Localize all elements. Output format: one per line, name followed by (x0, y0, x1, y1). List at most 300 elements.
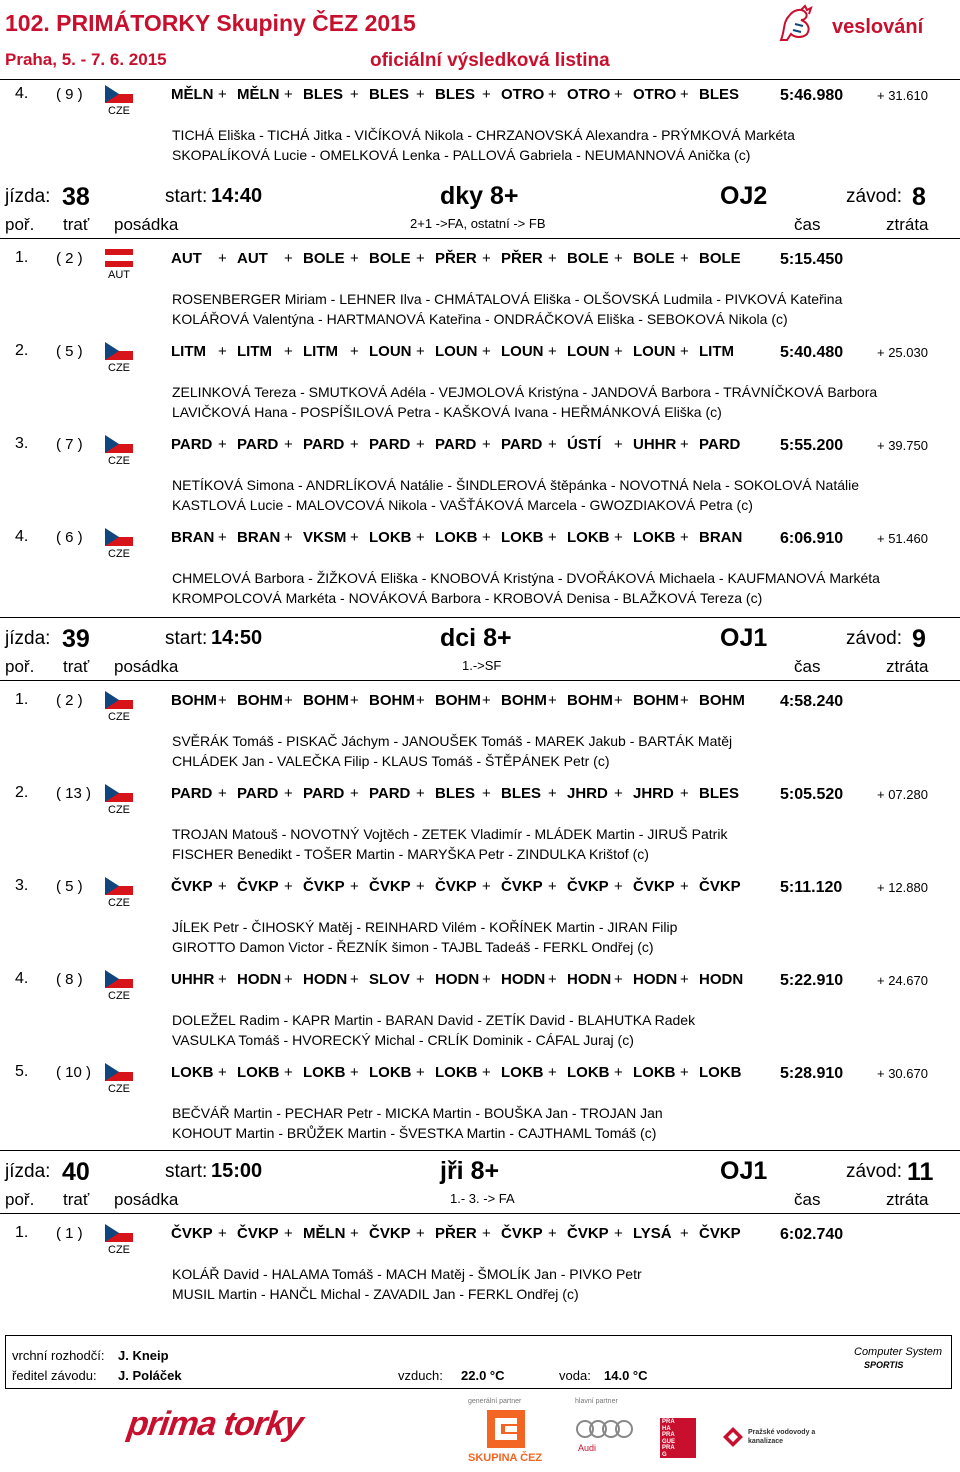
crew-club: LITM (237, 343, 272, 360)
start-label: start: (165, 1161, 208, 1182)
crew-names-line-1: SVĚRÁK Tomáš - PISKAČ Jáchym - JANOUŠEK Tomáš - MAREK Jakub - BARTÁK Matěj (172, 733, 733, 749)
praha-logo-text: PRA (662, 1445, 675, 1451)
club-separator: + (482, 436, 491, 453)
race-separator (0, 1150, 960, 1151)
crew-club: ČVKP (171, 878, 213, 895)
club-separator: + (416, 971, 425, 988)
club-separator: + (548, 785, 557, 802)
crew-club: PARD (369, 436, 411, 453)
entry-nation: CZE (108, 548, 130, 560)
entry-time: 6:02.740 (780, 1226, 844, 1243)
officials-box (5, 1335, 952, 1389)
club-separator: + (548, 692, 557, 709)
crew-club: PARD (501, 436, 543, 453)
start-time: 15:00 (211, 1160, 263, 1182)
race-number: 11 (907, 1158, 934, 1186)
crew-names-line-1: ZELINKOVÁ Tereza - SMUTKOVÁ Adéla - VEJMOLOVÁ Kristýna - JANDOVÁ Barbora - TRÁVNÍČKOVÁ Barbora (172, 384, 878, 400)
crew-names-line-1: ROSENBERGER Miriam - LEHNER Ilva - CHMÁTALOVÁ Eliška - OLŠOVSKÁ Ludmila - PIVKOVÁ Kateřina (172, 291, 843, 307)
club-separator: + (680, 1064, 689, 1081)
crew-club: ČVKP (237, 878, 279, 895)
race-label: závod: (846, 628, 902, 649)
entry-time: 5:28.910 (780, 1065, 844, 1082)
entry-time: 4:58.240 (780, 693, 844, 710)
water-temp-label: voda: (559, 1368, 591, 1383)
crew-names-line-2: CHLÁDEK Jan - VALEČKA Filip - KLAUS Tomáš - ŠTĚPÁNEK Petr (c) (172, 753, 610, 769)
club-separator: + (614, 1225, 623, 1242)
col-gap: ztráta (886, 1190, 929, 1209)
praha-logo (660, 1418, 696, 1458)
entry-lane: ( 8 ) (56, 971, 83, 988)
crew-club: BLES (303, 86, 344, 103)
heat-number: 38 (62, 183, 90, 211)
crew-club: VKSM (303, 529, 347, 546)
header-underline (0, 680, 960, 681)
crew-club: ČVKP (699, 1225, 741, 1242)
club-separator: + (416, 692, 425, 709)
club-separator: + (614, 785, 623, 802)
crew-names-line-2: GIROTTO Damon Victor - ŘEZNÍK šimon - TAJBL Tadeáš - FERKL Ondřej (c) (172, 939, 654, 955)
crew-club: LOUN (633, 343, 676, 360)
audi-rings-icon (575, 1419, 635, 1439)
col-crew: posádka (114, 657, 179, 676)
crew-club: MĚLN (237, 86, 280, 103)
col-lane: trať (63, 215, 90, 234)
age-category: OJ1 (720, 1157, 768, 1185)
club-separator: + (482, 878, 491, 895)
crew-club: LOKB (567, 1064, 610, 1081)
crew-club: HODN (501, 971, 546, 988)
crew-names-line-1: CHMELOVÁ Barbora - ŽIŽKOVÁ Eliška - KNOBOVÁ Kristýna - DVOŘÁKOVÁ Michaela - KAUFMANOVÁ Markéta (172, 570, 880, 586)
czech-flag-icon (105, 1063, 133, 1081)
entry-gap: + 39.750 (877, 438, 928, 453)
club-separator: + (482, 86, 491, 103)
club-separator: + (218, 343, 227, 360)
crew-names-line-2: KASTLOVÁ Lucie - MALOVCOVÁ Nikola - VAŠŤÁKOVÁ Marcela - GWOZDIAKOVÁ Petra (c) (172, 497, 753, 513)
club-separator: + (680, 343, 689, 360)
club-separator: + (614, 436, 623, 453)
crew-names-line-2: FISCHER Benedikt - TOŠER Martin - MARYŠKA Petr - ZINDULKA Krištof (c) (172, 846, 649, 862)
crew-names-line-1: DOLEŽEL Radim - KAPR Martin - BARAN David - ZETÍK David - BLAHUTKA Radek (172, 1012, 696, 1028)
club-separator: + (482, 971, 491, 988)
praha-logo-text: PRA (662, 1419, 675, 1425)
club-separator: + (482, 1225, 491, 1242)
entry-gap: + 12.880 (877, 880, 928, 895)
club-separator: + (284, 1225, 293, 1242)
entry-time: 6:06.910 (780, 530, 844, 547)
praha-logo-text: HA (662, 1425, 671, 1432)
crew-club: LYSÁ (633, 1225, 672, 1242)
crew-names-line-2: VASULKA Tomáš - HVORECKÝ Michal - CRLÍK Dominik - CÁFAL Juraj (c) (172, 1032, 634, 1048)
crew-club: BLES (699, 86, 740, 103)
club-separator: + (680, 1225, 689, 1242)
club-separator: + (218, 436, 227, 453)
heat-label: jízda: (5, 628, 51, 649)
entry-nation: CZE (108, 1244, 130, 1256)
club-separator: + (680, 86, 689, 103)
crew-club: BOLE (303, 250, 345, 267)
water-temp-value: 14.0 °C (604, 1368, 648, 1383)
start-time: 14:40 (211, 185, 263, 207)
crew-club: LOKB (633, 529, 676, 546)
crew-club: HODN (237, 971, 282, 988)
club-separator: + (284, 436, 293, 453)
crew-club: ČVKP (501, 1225, 543, 1242)
club-separator: + (680, 436, 689, 453)
audi-wordmark: Audi (578, 1443, 597, 1453)
crew-club: MĚLN (171, 86, 214, 103)
club-separator: + (614, 878, 623, 895)
club-separator: + (218, 878, 227, 895)
club-separator: + (350, 785, 359, 802)
col-lane: trať (63, 1190, 90, 1209)
czech-flag-icon (105, 342, 133, 360)
crew-names-line-1: NETÍKOVÁ Simona - ANDRLÍKOVÁ Natálie - ŠINDLEROVÁ štěpánka - NOVOTNÁ Nela - SOKOLOVÁ Natálie (172, 477, 860, 493)
event-place-date: Praha, 5. - 7. 6. 2015 (5, 50, 167, 69)
chief-judge-label: vrchní rozhodčí: (12, 1348, 105, 1363)
club-separator: + (218, 1225, 227, 1242)
entry-gap: + 31.610 (877, 88, 928, 103)
col-time: čas (794, 1190, 821, 1209)
entry-time: 5:40.480 (780, 344, 844, 361)
event-title: 102. PRIMÁTORKY Skupiny ČEZ 2015 (5, 10, 416, 36)
club-separator: + (416, 86, 425, 103)
crew-club: BOHM (369, 692, 415, 709)
col-time: čas (794, 657, 821, 676)
club-separator: + (548, 971, 557, 988)
crew-names-line-2: KOHOUT Martin - BRŮŽEK Martin - ŠVESTKA Martin - CAJTHAML Tomáš (c) (172, 1125, 657, 1141)
club-separator: + (284, 1064, 293, 1081)
crew-club: PARD (237, 436, 279, 453)
race-label: závod: (846, 1161, 902, 1182)
praha-logo-text: PRA (662, 1432, 675, 1438)
club-separator: + (350, 86, 359, 103)
col-rank: poř. (5, 657, 35, 676)
crew-club: LITM (303, 343, 338, 360)
crew-club: PŘER (435, 250, 477, 267)
crew-club: BRAN (171, 529, 215, 546)
club-separator: + (416, 785, 425, 802)
club-separator: + (284, 692, 293, 709)
crew-club: PARD (303, 785, 345, 802)
club-separator: + (548, 529, 557, 546)
main-partner-label: hlavní partner (575, 1398, 618, 1405)
entry-gap: + 25.030 (877, 345, 928, 360)
crew-club: BOLE (567, 250, 609, 267)
entry-time: 5:15.450 (780, 251, 844, 268)
club-separator: + (218, 529, 227, 546)
race-label: závod: (846, 186, 902, 207)
entry-lane: ( 7 ) (56, 436, 83, 453)
lion-emblem-icon (775, 4, 817, 44)
entry-rank: 1. (15, 249, 29, 266)
primatorky-logo: prima torky (125, 1405, 305, 1443)
entry-nation: CZE (108, 105, 130, 117)
entry-lane: ( 5 ) (56, 878, 83, 895)
crew-club: LOKB (501, 1064, 544, 1081)
progression-rule: 1.- 3. -> FA (450, 1191, 515, 1206)
header-underline (0, 238, 960, 239)
crew-club: LOKB (567, 529, 610, 546)
club-separator: + (416, 529, 425, 546)
crew-club: PARD (435, 436, 477, 453)
crew-club: LOKB (633, 1064, 676, 1081)
crew-club: ČVKP (633, 878, 675, 895)
entry-rank: 2. (15, 342, 29, 359)
crew-club: BOHM (567, 692, 613, 709)
crew-club: PARD (369, 785, 411, 802)
crew-names-line-1: BEČVÁŘ Martin - PECHAR Petr - MICKA Martin - BOUŠKA Jan - TROJAN Jan (172, 1105, 663, 1121)
crew-club: SLOV (369, 971, 410, 988)
progression-rule: 2+1 ->FA, ostatní -> FB (410, 216, 546, 231)
crew-club: HODN (699, 971, 744, 988)
club-separator: + (416, 436, 425, 453)
col-time: čas (794, 215, 821, 234)
entry-rank: 2. (15, 784, 29, 801)
crew-club: BRAN (237, 529, 281, 546)
entry-time: 5:46.980 (780, 87, 844, 104)
crew-club: BOHM (303, 692, 349, 709)
crew-club: ČVKP (567, 1225, 609, 1242)
entry-lane: ( 9 ) (56, 86, 83, 103)
general-partner-label: generální partner (468, 1398, 522, 1405)
crew-club: ČVKP (237, 1225, 279, 1242)
club-separator: + (350, 250, 359, 267)
club-separator: + (284, 529, 293, 546)
club-separator: + (416, 343, 425, 360)
entry-lane: ( 2 ) (56, 250, 83, 267)
club-separator: + (680, 785, 689, 802)
entry-rank: 5. (15, 1063, 29, 1080)
air-temp-label: vzduch: (398, 1368, 443, 1383)
club-separator: + (548, 343, 557, 360)
boat-class: jři 8+ (440, 1157, 500, 1185)
club-separator: + (614, 250, 623, 267)
club-separator: + (284, 86, 293, 103)
crew-club: LOKB (435, 1064, 478, 1081)
start-label: start: (165, 628, 208, 649)
entry-gap: + 30.670 (877, 1066, 928, 1081)
crew-club: AUT (237, 250, 268, 267)
club-separator: + (614, 971, 623, 988)
crew-club: LOUN (435, 343, 478, 360)
crew-club: LOKB (171, 1064, 214, 1081)
entry-nation: AUT (108, 269, 130, 281)
club-separator: + (614, 1064, 623, 1081)
crew-club: BOHM (501, 692, 547, 709)
czech-flag-icon (105, 435, 133, 453)
crew-club: OTRO (567, 86, 611, 103)
air-temp-value: 22.0 °C (461, 1368, 505, 1383)
crew-club: HODN (303, 971, 348, 988)
entry-lane: ( 6 ) (56, 529, 83, 546)
pvk-wordmark: Pražské vodovody a kanalizace (748, 1429, 816, 1445)
sportis-logo: SPORTIS (864, 1360, 904, 1370)
czech-flag-icon (105, 528, 133, 546)
crew-club: ČVKP (501, 878, 543, 895)
club-separator: + (284, 971, 293, 988)
crew-club: BOHM (633, 692, 679, 709)
entry-gap: + 51.460 (877, 531, 928, 546)
club-separator: + (614, 692, 623, 709)
club-separator: + (548, 436, 557, 453)
entry-rank: 4. (15, 528, 29, 545)
crew-club: PARD (699, 436, 741, 453)
czech-flag-icon (105, 784, 133, 802)
crew-club: LOUN (369, 343, 412, 360)
crew-club: LOKB (237, 1064, 280, 1081)
czech-flag-icon (105, 970, 133, 988)
club-separator: + (218, 692, 227, 709)
heat-label: jízda: (5, 186, 51, 207)
crew-club: UHHR (633, 436, 677, 453)
crew-club: LITM (171, 343, 206, 360)
club-separator: + (350, 692, 359, 709)
club-separator: + (482, 529, 491, 546)
club-separator: + (614, 529, 623, 546)
club-separator: + (482, 250, 491, 267)
crew-club: BLES (369, 86, 410, 103)
crew-club: BLES (435, 785, 476, 802)
age-category: OJ2 (720, 182, 768, 210)
crew-club: ČVKP (567, 878, 609, 895)
race-number: 9 (912, 625, 926, 653)
crew-club: LOKB (435, 529, 478, 546)
entry-lane: ( 5 ) (56, 343, 83, 360)
crew-club: HODN (567, 971, 612, 988)
crew-club: JHRD (633, 785, 674, 802)
crew-club: ČVKP (699, 878, 741, 895)
entry-lane: ( 1 ) (56, 1225, 83, 1242)
boat-class: dci 8+ (440, 624, 512, 652)
entry-rank: 1. (15, 691, 29, 708)
header-underline (0, 1213, 960, 1214)
crew-club: ČVKP (369, 878, 411, 895)
crew-club: LOKB (369, 1064, 412, 1081)
crew-club: LOKB (303, 1064, 346, 1081)
crew-club: HODN (435, 971, 480, 988)
crew-names-line-2: MUSIL Martin - HANČL Michal - ZAVADIL Jan - FERKL Ondřej (c) (172, 1286, 579, 1302)
entry-rank: 3. (15, 435, 29, 452)
heat-label: jízda: (5, 1161, 51, 1182)
club-separator: + (350, 1225, 359, 1242)
computer-system-label: Computer System (854, 1346, 943, 1358)
club-separator: + (416, 250, 425, 267)
club-separator: + (218, 785, 227, 802)
club-separator: + (548, 86, 557, 103)
crew-club: PARD (303, 436, 345, 453)
crew-names-line-1: KOLÁŘ David - HALAMA Tomáš - MACH Matěj - ŠMOLÍK Jan - PIVKO Petr (172, 1266, 642, 1282)
club-separator: + (284, 878, 293, 895)
sport-name: veslování (832, 16, 924, 38)
club-separator: + (680, 529, 689, 546)
club-separator: + (350, 529, 359, 546)
crew-names-line-2: KROMPOLCOVÁ Markéta - NOVÁKOVÁ Barbora - KROBOVÁ Denisa - BLAŽKOVÁ Tereza (c) (172, 590, 763, 606)
race-number: 8 (912, 183, 926, 211)
entry-lane: ( 10 ) (56, 1064, 92, 1081)
entry-time: 5:22.910 (780, 972, 844, 989)
entry-rank: 4. (15, 970, 29, 987)
crew-club: BOLE (369, 250, 411, 267)
club-separator: + (482, 343, 491, 360)
entry-nation: CZE (108, 804, 130, 816)
crew-club: AUT (171, 250, 202, 267)
club-separator: + (680, 971, 689, 988)
austria-flag-icon (105, 249, 133, 267)
crew-club: PARD (171, 436, 213, 453)
club-separator: + (548, 1064, 557, 1081)
crew-club: OTRO (501, 86, 545, 103)
race-separator (0, 617, 960, 618)
czech-flag-icon (105, 1224, 133, 1242)
entry-nation: CZE (108, 1083, 130, 1095)
crew-club: BOHM (171, 692, 217, 709)
crew-club: ČVKP (369, 1225, 411, 1242)
club-separator: + (416, 1064, 425, 1081)
club-separator: + (482, 692, 491, 709)
entry-time: 5:11.120 (780, 879, 843, 896)
col-crew: posádka (114, 215, 179, 234)
entry-gap: + 07.280 (877, 787, 928, 802)
boat-class: dky 8+ (440, 182, 519, 210)
entry-rank: 3. (15, 877, 29, 894)
entry-time: 5:55.200 (780, 437, 844, 454)
crew-names-line-2: KOLÁŘOVÁ Valentýna - HARTMANOVÁ Kateřina - ONDRÁČKOVÁ Eliška - SEBOKOVÁ Nikola (c) (172, 311, 788, 327)
crew-club: MĚLN (303, 1225, 346, 1242)
age-category: OJ1 (720, 624, 768, 652)
crew-club: LITM (699, 343, 734, 360)
entry-nation: CZE (108, 897, 130, 909)
praha-logo-text: G (662, 1451, 667, 1458)
czech-flag-icon (105, 85, 133, 103)
crew-club: BLES (699, 785, 740, 802)
club-separator: + (218, 971, 227, 988)
club-separator: + (218, 1064, 227, 1081)
entry-gap: + 24.670 (877, 973, 928, 988)
club-separator: + (350, 971, 359, 988)
crew-names-line-2: LAVIČKOVÁ Hana - POSPÍŠILOVÁ Petra - KAŠKOVÁ Ivana - HEŘMÁNKOVÁ Eliška (c) (172, 404, 722, 420)
crew-club: LOUN (567, 343, 610, 360)
col-gap: ztráta (886, 657, 929, 676)
crew-club: ČVKP (171, 1225, 213, 1242)
crew-names-line-1: JÍLEK Petr - ČIHOSKÝ Matěj - REINHARD Vilém - KOŘÍNEK Martin - JIRAN Filip (172, 919, 678, 935)
crew-club: PŘER (501, 250, 543, 267)
crew-club: JHRD (567, 785, 608, 802)
praha-logo-text: GUE (662, 1438, 676, 1445)
club-separator: + (350, 436, 359, 453)
club-separator: + (680, 692, 689, 709)
race-director-name: J. Poláček (118, 1368, 182, 1383)
club-separator: + (614, 343, 623, 360)
chief-judge-name: J. Kneip (118, 1348, 169, 1363)
crew-club: BOLE (633, 250, 675, 267)
czech-flag-icon (105, 877, 133, 895)
start-time: 14:50 (211, 627, 263, 649)
crew-club: BOLE (699, 250, 741, 267)
club-separator: + (218, 86, 227, 103)
entry-nation: CZE (108, 362, 130, 374)
entry-lane: ( 2 ) (56, 692, 83, 709)
race-director-label: ředitel závodu: (12, 1368, 97, 1383)
club-separator: + (284, 250, 293, 267)
col-gap: ztráta (886, 215, 929, 234)
entry-nation: CZE (108, 711, 130, 723)
start-label: start: (165, 186, 208, 207)
cez-logo-icon (487, 1410, 525, 1448)
entry-nation: CZE (108, 455, 130, 467)
entry-rank: 4. (15, 85, 29, 102)
crew-club: UHHR (171, 971, 215, 988)
club-separator: + (416, 1225, 425, 1242)
